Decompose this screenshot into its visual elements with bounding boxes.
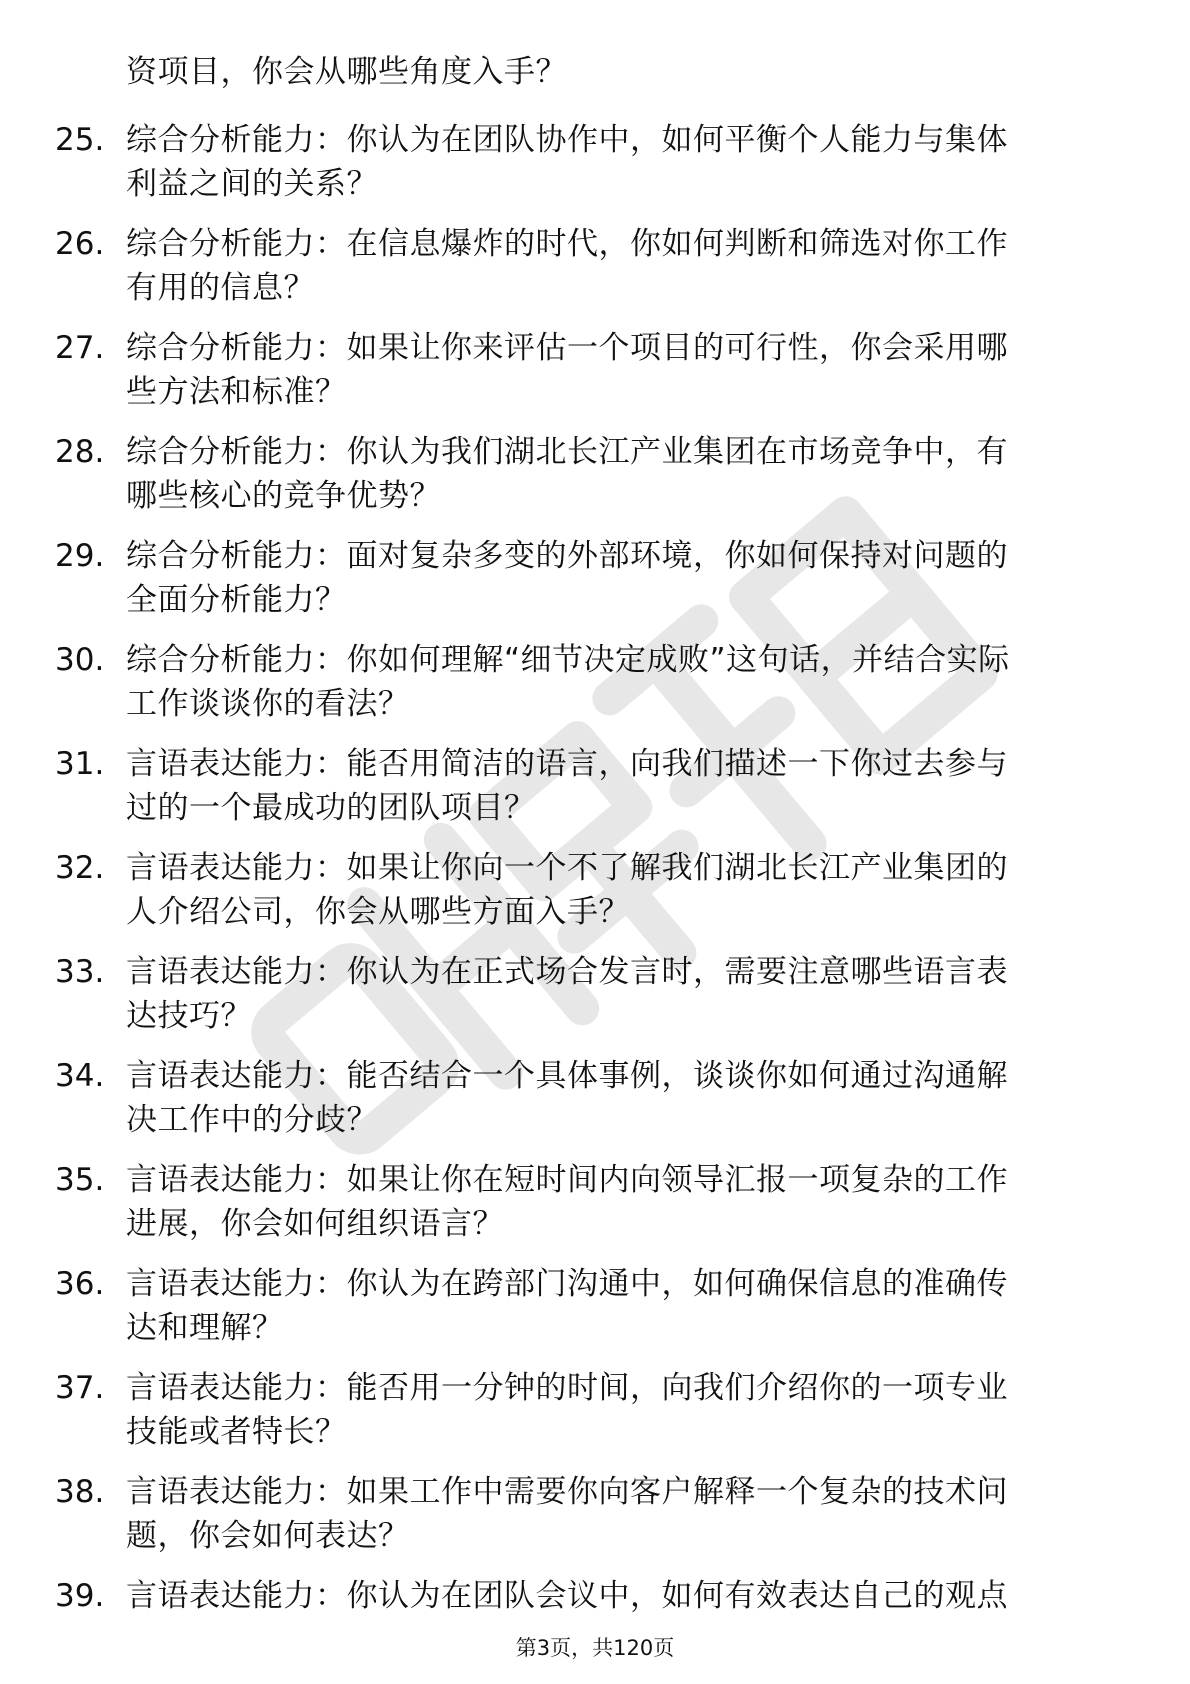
question-text bbox=[126, 742, 1116, 830]
question-item bbox=[0, 320, 1190, 424]
question-text-line: 言语表达能力：能否用简洁的语言，向我们描述一下你过去参与 bbox=[126, 746, 1008, 782]
question-text bbox=[126, 534, 1116, 622]
question-text-line: 决工作中的分歧？ bbox=[126, 1102, 378, 1138]
question-list bbox=[0, 112, 1190, 1672]
question-text bbox=[126, 1158, 1116, 1246]
question-number: 36. bbox=[55, 1266, 105, 1302]
question-text-line: 言语表达能力：你认为在团队会议中，如何有效表达自己的观点 bbox=[126, 1578, 1008, 1614]
question-text-line: 过的一个最成功的团队项目？ bbox=[126, 790, 536, 826]
question-text bbox=[126, 326, 1116, 414]
page-number-footer: 第3页，共120页 bbox=[515, 1636, 675, 1660]
question-item bbox=[0, 840, 1190, 944]
question-text-line: 有用的信息？ bbox=[126, 270, 315, 306]
question-number: 37. bbox=[55, 1370, 105, 1406]
question-item bbox=[0, 1360, 1190, 1464]
question-text-line: 全面分析能力？ bbox=[126, 582, 347, 618]
question-text-line: 些方法和标准？ bbox=[126, 374, 347, 410]
question-number: 34. bbox=[55, 1058, 105, 1094]
question-item bbox=[0, 216, 1190, 320]
question-text-line: 言语表达能力：如果工作中需要你向客户解释一个复杂的技术问 bbox=[126, 1474, 1008, 1510]
question-text bbox=[126, 1054, 1116, 1142]
question-number: 38. bbox=[55, 1474, 105, 1510]
question-text-line: 言语表达能力：能否结合一个具体事例，谈谈你如何通过沟通解 bbox=[126, 1058, 1008, 1094]
question-item bbox=[0, 944, 1190, 1048]
question-text-line: 利益之间的关系？ bbox=[126, 166, 378, 202]
question-text-line: 进展，你会如何组织语言？ bbox=[126, 1206, 504, 1242]
question-number: 39. bbox=[55, 1578, 105, 1614]
question-item bbox=[0, 1152, 1190, 1256]
question-text bbox=[126, 1366, 1116, 1454]
question-text-line: 哪些核心的竞争优势？ bbox=[126, 478, 441, 514]
question-item bbox=[0, 632, 1190, 736]
question-text-line: 综合分析能力：你如何理解“细节决定成败”这句话，并结合实际 bbox=[126, 642, 1010, 678]
question-text bbox=[126, 430, 1116, 518]
question-text-line: 综合分析能力：如果让你来评估一个项目的可行性，你会采用哪 bbox=[126, 330, 1008, 366]
question-text-line: 题，你会如何表达？ bbox=[126, 1518, 410, 1554]
question-text bbox=[126, 222, 1116, 310]
question-text-line: 综合分析能力：面对复杂多变的外部环境，你如何保持对问题的 bbox=[126, 538, 1008, 574]
question-number: 33. bbox=[55, 954, 105, 990]
question-text-line: 综合分析能力：在信息爆炸的时代，你如何判断和筛选对你工作 bbox=[126, 226, 1008, 262]
question-number: 29. bbox=[55, 538, 105, 574]
question-number: 27. bbox=[55, 330, 105, 366]
question-text bbox=[126, 950, 1116, 1038]
question-number: 32. bbox=[55, 850, 105, 886]
question-item bbox=[0, 112, 1190, 216]
question-item bbox=[0, 1256, 1190, 1360]
question-text-line: 言语表达能力：如果让你在短时间内向领导汇报一项复杂的工作 bbox=[126, 1162, 1008, 1198]
question-item bbox=[0, 528, 1190, 632]
question-text-line: 达和理解？ bbox=[126, 1310, 284, 1346]
question-text bbox=[126, 118, 1116, 206]
question-text-line: 人介绍公司，你会从哪些方面入手？ bbox=[126, 894, 630, 930]
question-number: 28. bbox=[55, 434, 105, 470]
question-text bbox=[126, 846, 1116, 934]
question-text-line: 工作谈谈你的看法？ bbox=[126, 686, 410, 722]
question-text-line: 言语表达能力：你认为在跨部门沟通中，如何确保信息的准确传 bbox=[126, 1266, 1008, 1302]
question-item bbox=[0, 1048, 1190, 1152]
question-text-line: 技能或者特长？ bbox=[126, 1414, 347, 1450]
question-text-line: 综合分析能力：你认为我们湖北长江产业集团在市场竞争中，有 bbox=[126, 434, 1008, 470]
question-text-line: 言语表达能力：能否用一分钟的时间，向我们介绍你的一项专业 bbox=[126, 1370, 1008, 1406]
question-number: 31. bbox=[55, 746, 105, 782]
question-text bbox=[126, 1470, 1116, 1558]
question-text bbox=[126, 1262, 1116, 1350]
question-text-line: 言语表达能力：如果让你向一个不了解我们湖北长江产业集团的 bbox=[126, 850, 1008, 886]
question-text-line: 达技巧？ bbox=[126, 998, 252, 1034]
question-number: 25. bbox=[55, 122, 105, 158]
question-text-line: 综合分析能力：你认为在团队协作中，如何平衡个人能力与集体 bbox=[126, 122, 1008, 158]
question-item bbox=[0, 736, 1190, 840]
continued-question-text: 资项目，你会从哪些角度入手？ bbox=[126, 54, 567, 90]
question-text-line: 言语表达能力：你认为在正式场合发言时，需要注意哪些语言表 bbox=[126, 954, 1008, 990]
question-item bbox=[0, 424, 1190, 528]
question-text bbox=[126, 1574, 1116, 1618]
question-item bbox=[0, 1464, 1190, 1568]
question-text bbox=[126, 638, 1116, 726]
question-number: 30. bbox=[55, 642, 105, 678]
question-number: 26. bbox=[55, 226, 105, 262]
question-number: 35. bbox=[55, 1162, 105, 1198]
